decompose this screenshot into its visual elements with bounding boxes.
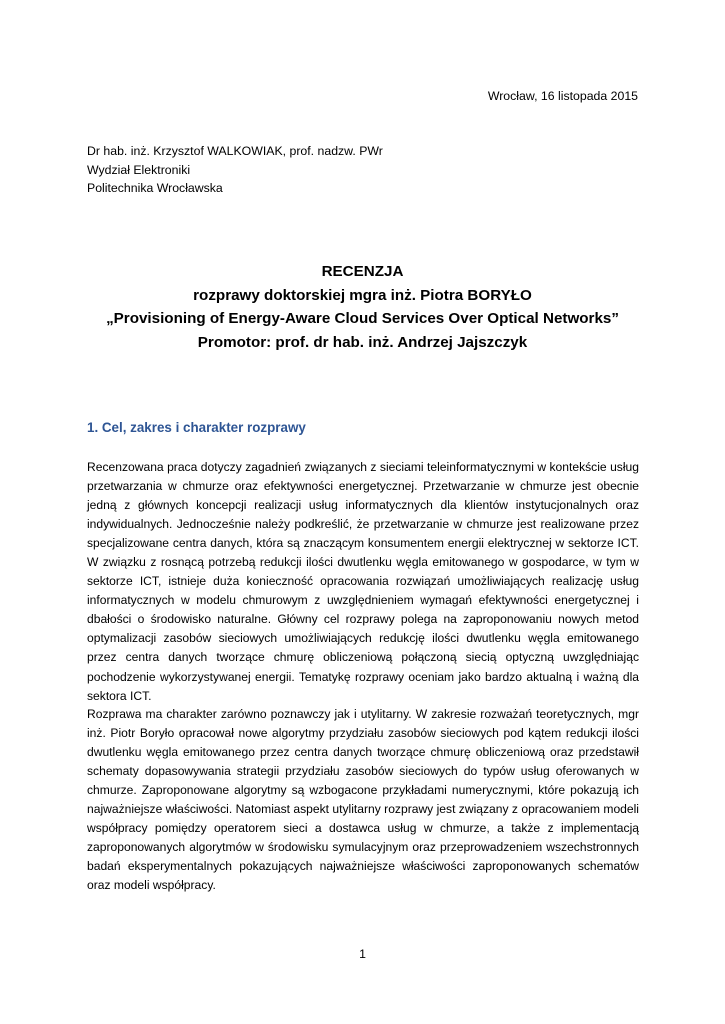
sender-department: Wydział Elektroniki (87, 162, 191, 177)
sender-block (87, 142, 383, 198)
sender-name: Dr hab. inż. Krzysztof WALKOWIAK, prof. nadzw. PWr (87, 144, 383, 158)
letter-date: Wrocław, 16 listopada 2015 (487, 89, 638, 103)
supervisor: Promotor: prof. dr hab. inż. Andrzej Jajszczyk (197, 333, 528, 351)
sender-institution: Politechnika Wrocławska (87, 181, 223, 196)
section-heading: 1. Cel, zakres i charakter rozprawy (87, 420, 306, 435)
paragraph-2: Rozprawa ma charakter zarówno poznawczy jak i utylitarny. W zakresie rozważań teoretycznych, mgr inż. Piotr Boryło opracował nowe algorytmy przydziału zasobów sieciowych pod kątem redukcji ilości dwutlenku węgla emitowanego przez centra danych tworzące chmurę obliczeniową oraz przedstawił schematy dopasowywania strategii przydziału zasobów sieciowych do typów usług oferowanych w chmurze. Zaproponowane algorytmy są wzbogacone przykładami numerycznymi, które pokazują ich najważniejsze właściwości. Natomiast aspekt utylitarny rozprawy jest związany z opracowaniem modeli współpracy pomiędzy operatorem sieci a dostawca usług w chmurze, a także z implementacją zaproponowanych algorytmów w środowisku symulacyjnym oraz przeprowadzeniem wszechstronnych badań eksperymentalnych pokazujących najważniejsze właściwości zaproponowanych schematów oraz modeli współpracy. (87, 707, 639, 893)
dissertation-author: rozprawy doktorskiej mgra inż. Piotra BORYŁO (193, 286, 532, 304)
review-title-block (60, 260, 665, 354)
review-title: RECENZJA (321, 263, 404, 280)
paragraph-1: Recenzowana praca dotyczy zagadnień związanych z sieciami teleinformatycznymi w kontekście usług przetwarzania w chmurze oraz efektywności energetycznej. Przetwarzanie w chmurze jest obecnie jedną z głównych koncepcji realizacji usług informatycznych dla klientów instytucjonalnych oraz indywidualnych. Jednocześnie należy podkreślić, że przetwarzanie w chmurze jest realizowane przez specjalizowane centra danych, która są znaczącym konsumentem energii elektrycznej w sektorze ICT. W związku z rosnącą potrzebą redukcji ilości dwutlenku węgla emitowanego w gospodarce, w tym w sektorze ICT, istnieje duża konieczność opracowania rozwiązań umożliwiających realizację usług informatycznych w modelu chmurowym z uwzględnieniem wymagań efektywności energetycznej i dbałości o środowisko naturalne. Główny cel rozprawy polega na zaproponowaniu nowych metod optymalizacji zasobów sieciowych umożliwiających redukcję ilości dwutlenku węgla emitowanego przez centra danych tworzące chmurę obliczeniową połączoną siecią optyczną uwzględniając pochodzenie wykorzystywanej energii. Tematykę rozprawy oceniam jako bardzo aktualną i ważną dla sektora ICT. (87, 460, 639, 703)
page-number: 1 (359, 947, 366, 961)
dissertation-title: „Provisioning of Energy-Aware Cloud Services Over Optical Networks” (106, 310, 619, 328)
